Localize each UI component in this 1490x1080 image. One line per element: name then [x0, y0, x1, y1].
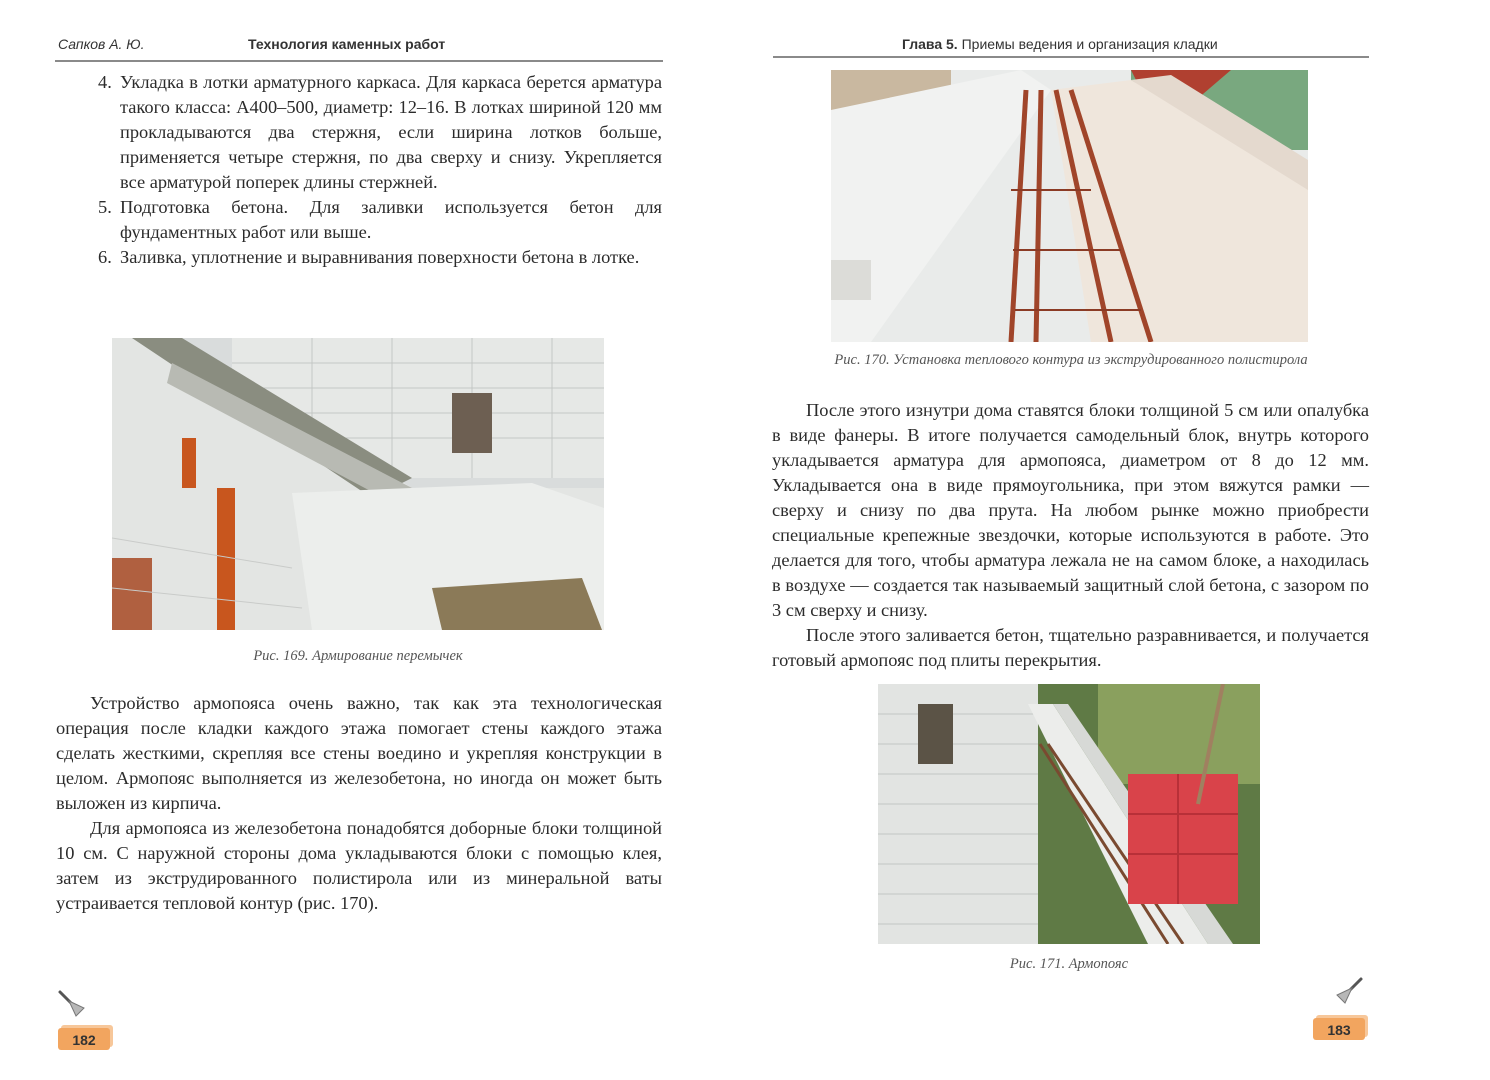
paragraph: После этого заливается бетон, тщательно разравнивается, и получается готовый армопояс под плиты перекрытия.	[772, 625, 1369, 670]
page-number-badge	[58, 1016, 116, 1050]
steps-list	[98, 70, 662, 270]
left-header	[58, 36, 446, 52]
right-page	[745, 0, 1490, 1080]
header-chapter: Глава 5.	[902, 36, 958, 52]
paragraph: Устройство армопояса очень важно, так как эта технологическая операция после кладки каждого этажа помогает стены каждого этажа сделать жесткими, скрепляя все стены воедино и укрепляя конструкции в целом. Армопояс выполняется из железобетона, но иногда он может быть выложен из кирпича.	[56, 693, 662, 813]
reinforced-belt-icon	[878, 684, 1260, 944]
trowel-icon	[56, 988, 86, 1018]
left-header-rule	[55, 60, 663, 62]
trowel-icon	[1335, 975, 1365, 1005]
figure-171-caption: Рис. 171. Армопояс	[1009, 956, 1129, 972]
left-list-block	[98, 70, 662, 270]
left-paragraphs	[56, 691, 662, 916]
right-paragraphs	[772, 398, 1369, 673]
paragraph: После этого изнутри дома ставятся блоки толщиной 5 см или опалубка в виде фанеры. В итоге получается самодельный блок, внутрь которого укладывается арматура для армопояса, диаметром от 8 до 12 мм. Укладывается она в виде прямоугольника, при этом вяжутся рамки — сверху и снизу по два прута. На любом рынке можно приобрести специальные крепежные звездочки, которые используются в работе. Это делается для того, чтобы арматура лежала не на самом блоке, а находилась в воздухе — создается так называемый защитный слой бетона, с зазором по 3 см сверху и снизу.	[772, 400, 1369, 620]
figure-169-photo	[112, 338, 604, 630]
thermal-contour-icon	[831, 70, 1308, 342]
paragraph: Для армопояса из железобетона понадобятся доборные блоки толщиной 10 см. С наружной стороны дома укладываются блоки с помощью клея, затем из экструдированного полистирола или из минеральной ваты устраивается тепловой контур (рис. 170).	[56, 818, 662, 913]
list-item: 6. Заливка, уплотнение и выравнивания поверхности бетона в лотке.	[98, 247, 640, 267]
right-header	[902, 36, 1218, 52]
figure-171-photo	[878, 684, 1260, 944]
figure-170-photo	[831, 70, 1308, 342]
page-number: 183	[1327, 1022, 1351, 1038]
header-chapter-title: Приемы ведения и организация кладки	[961, 36, 1218, 52]
header-author: Сапков А. Ю.	[58, 36, 145, 52]
figure-170-caption: Рис. 170. Установка теплового контура из экструдированного полистирола	[834, 352, 1308, 368]
figure-169-caption: Рис. 169. Армирование перемычек	[253, 648, 463, 664]
masonry-lintel-icon	[112, 338, 604, 630]
right-header-rule	[773, 56, 1369, 58]
header-book-title: Технология каменных работ	[248, 36, 446, 52]
page-number: 182	[72, 1032, 96, 1048]
list-item: 4. Укладка в лотки арматурного каркаса. Для каркаса берется арматура такого класса: А400–500, диаметр: 12–16. В лотках шириной 120 мм прокладываются два стержня, если ширина лотков больше, применяется четыре стержня, по два сверху и снизу. Укрепляется все арматурой поперек длины стержней.	[98, 72, 662, 192]
list-item: 5. Подготовка бетона. Для заливки используется бетон для фундаментных работ или выше.	[98, 197, 662, 242]
page-number-badge	[1313, 1006, 1371, 1040]
